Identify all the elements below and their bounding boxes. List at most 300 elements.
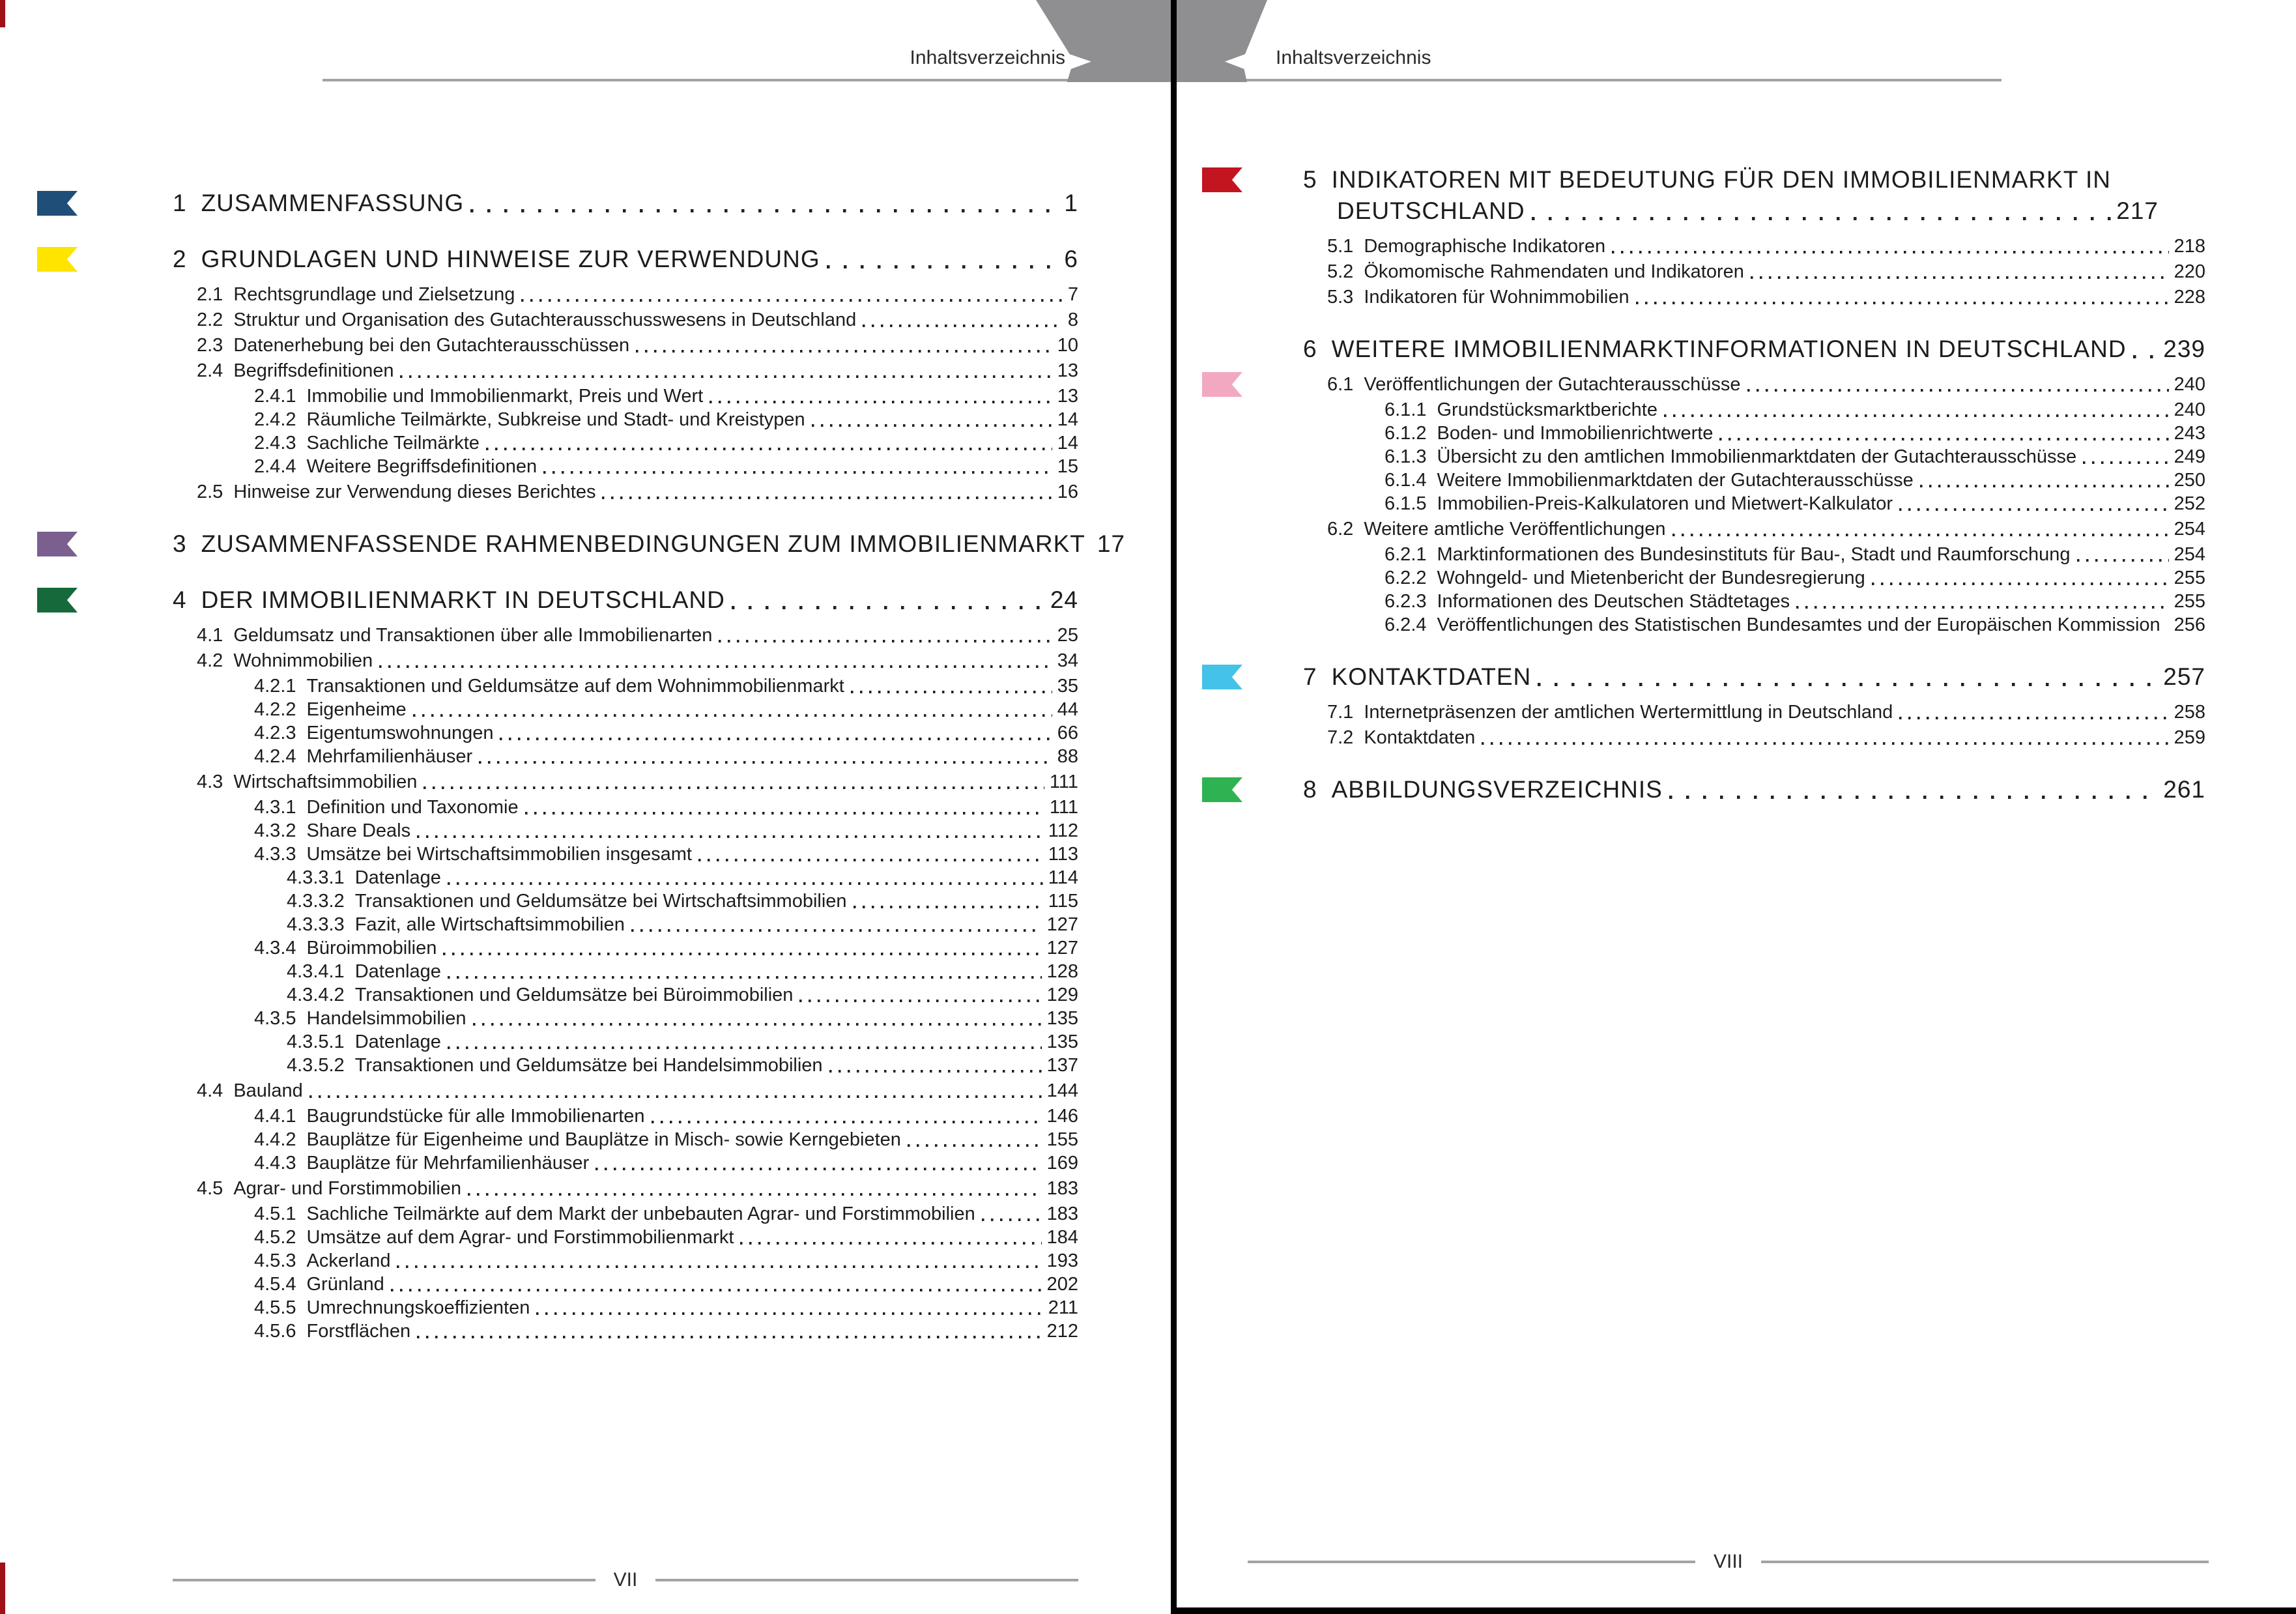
right-page-bottom-border: [1171, 1607, 2296, 1614]
toc-entry[interactable]: [1303, 590, 2205, 613]
dot-leader: [2077, 559, 2169, 562]
toc-entry-number: 6.1.2: [1385, 423, 1427, 444]
toc-entry[interactable]: [173, 431, 1078, 455]
dot-leader: [468, 1193, 1042, 1196]
header-rule-left: [323, 79, 1171, 81]
toc-entry[interactable]: [173, 283, 1078, 306]
toc-page-number: 66: [1057, 723, 1078, 743]
toc-entry[interactable]: [173, 913, 1078, 936]
dot-leader: [854, 906, 1043, 908]
section-flag-icon: [1202, 372, 1242, 397]
toc-page-number: 257: [2163, 663, 2205, 690]
toc-entry-number: 4.3.3.3: [287, 914, 345, 935]
toc-entry[interactable]: [173, 721, 1078, 745]
dot-leader: [500, 738, 1052, 740]
dot-leader: [596, 1168, 1041, 1170]
toc-entry-number: 4.3.4.1: [287, 961, 345, 982]
toc-page-number: 146: [1046, 1106, 1078, 1127]
toc-entry[interactable]: [1303, 613, 2205, 637]
toc-entry[interactable]: [173, 1319, 1078, 1343]
toc-entry[interactable]: [173, 1202, 1078, 1226]
toc-entry-number: 6.1.5: [1385, 493, 1427, 514]
toc-page-number: 7: [1067, 284, 1078, 305]
dot-leader: [740, 1242, 1041, 1245]
toc-entry-number: 6: [1303, 336, 1317, 362]
toc-entry-number: 4.3.4.2: [287, 985, 345, 1005]
toc-entry-title: Immobilien-Preis-Kalkulatoren und Mietwert-Kalkulator: [1437, 493, 1893, 514]
toc-page-number: 15: [1057, 456, 1078, 477]
dot-leader: [443, 953, 1041, 955]
toc-section-heading[interactable]: [1303, 164, 2205, 227]
toc-entry[interactable]: [1303, 566, 2205, 590]
toc-page-number: 6: [1064, 246, 1078, 272]
toc-page-number: 193: [1046, 1250, 1078, 1271]
toc-entry[interactable]: [173, 936, 1078, 960]
dot-leader: [417, 1336, 1042, 1338]
dot-leader: [829, 1070, 1042, 1073]
dot-leader: [1482, 742, 2168, 745]
toc-entry[interactable]: [1303, 517, 2205, 541]
toc-entry-number: 2.1: [197, 284, 223, 305]
toc-entry-number: 2.4.4: [254, 456, 296, 477]
toc-page-number: 114: [1048, 867, 1078, 888]
toc-section-heading[interactable]: [1303, 334, 2205, 365]
dot-leader: [2133, 355, 2159, 358]
toc-page-number: 115: [1048, 891, 1078, 912]
toc-entry-title: Umrechnungskoeffizienten: [306, 1297, 530, 1318]
toc-entry[interactable]: [173, 1273, 1078, 1296]
toc-entry-number: 4.2.1: [254, 676, 296, 697]
footer-rule: [173, 1579, 596, 1581]
toc-entry-number: 4.5.6: [254, 1321, 296, 1342]
toc-entry-number: 4: [173, 586, 187, 613]
toc-page-number: 183: [1046, 1178, 1078, 1199]
toc-entry-title: ZUSAMMENFASSENDE RAHMENBEDINGUNGEN ZUM IMMOBILIENMARKT: [201, 530, 1085, 557]
toc-entry[interactable]: [173, 308, 1078, 332]
toc-entry-title: Internetpräsenzen der amtlichen Wertermittlung in Deutschland: [1364, 702, 1893, 723]
toc-section-heading[interactable]: [173, 528, 1126, 560]
toc-entry-title: Indikatoren für Wohnimmobilien: [1364, 287, 1629, 308]
toc-page-number: 211: [1048, 1297, 1078, 1318]
dot-leader: [1636, 302, 2169, 304]
toc-entry-number: 4.4: [197, 1080, 223, 1101]
toc-page-number: 129: [1046, 985, 1078, 1005]
dot-leader: [827, 265, 1059, 268]
toc-entry-number: 4.2.3: [254, 723, 296, 743]
toc-entry-title: Agrar- und Forstimmobilien: [233, 1178, 462, 1199]
toc-entry-number: 5.2: [1327, 261, 1354, 282]
dot-leader: [423, 786, 1044, 789]
toc-entry[interactable]: [1303, 468, 2205, 492]
dot-leader: [1669, 796, 2158, 799]
toc-entry-title: Definition und Taxonomie: [306, 797, 519, 818]
toc-page-number: 249: [2174, 446, 2205, 467]
toc-entry[interactable]: [1303, 285, 2205, 309]
book-spine-edge-top: [0, 0, 5, 27]
toc-page-number: 8: [1067, 310, 1078, 330]
header-title-left: Inhaltsverzeichnis: [910, 47, 1065, 68]
toc-page-number: 35: [1057, 676, 1078, 697]
footer-rule: [655, 1579, 1078, 1581]
toc-page-number: 250: [2174, 470, 2205, 491]
dot-leader: [1612, 251, 2169, 253]
dot-leader: [486, 448, 1052, 450]
section-flag-icon: [37, 247, 78, 272]
toc-page-number: 111: [1049, 771, 1078, 792]
toc-left-column: [173, 188, 1126, 1343]
toc-entry-number: 4.5.1: [254, 1203, 296, 1224]
dot-leader: [2167, 629, 2169, 632]
toc-entry-title: Grünland: [306, 1274, 384, 1295]
toc-entry-number: 4.5.2: [254, 1227, 296, 1248]
toc-entry-number: 4.5.4: [254, 1274, 296, 1295]
dot-leader: [1532, 217, 2112, 220]
toc-entry-number: 4.3.1: [254, 797, 296, 818]
toc-entry[interactable]: [1303, 700, 2205, 724]
dot-leader: [710, 401, 1052, 403]
footer-rule: [1761, 1561, 2209, 1563]
toc-entry[interactable]: [173, 1249, 1078, 1273]
dot-leader: [719, 640, 1052, 642]
toc-page-number: 13: [1057, 360, 1078, 381]
toc-entry-title: Fazit, alle Wirtschaftsimmobilien: [354, 914, 625, 935]
toc-entry-number: 4.2.4: [254, 746, 296, 767]
toc-entry-title: Transaktionen und Geldumsätze bei Handelsimmobilien: [354, 1055, 823, 1076]
toc-entry-title: Share Deals: [306, 820, 411, 841]
toc-entry-title: Marktinformationen des Bundesinstituts für Bau-, Stadt und Raumforschung: [1437, 544, 2071, 565]
toc-entry-title: KONTAKTDATEN: [1331, 663, 1532, 690]
section-flag-icon: [1202, 167, 1242, 192]
toc-entry-number: 4.1: [197, 625, 223, 646]
toc-entry-title: ZUSAMMENFASSUNG: [201, 190, 465, 216]
toc-page-number: 128: [1046, 961, 1078, 982]
toc-entry[interactable]: [173, 1054, 1078, 1077]
toc-entry-title: Veröffentlichungen der Gutachterausschüsse: [1364, 374, 1741, 395]
toc-entry-title: Datenlage: [354, 867, 441, 888]
toc-entry-number: 2.4: [197, 360, 223, 381]
toc-entry-number: 7: [1303, 663, 1317, 690]
toc-entry-title: Immobilie und Immobilienmarkt, Preis und Wert: [306, 386, 704, 407]
toc-entry[interactable]: [1303, 726, 2205, 749]
toc-entry-title-continued: DEUTSCHLAND: [1337, 197, 1525, 224]
toc-entry-number: 4.3.3: [254, 844, 296, 865]
toc-entry-title: Baugrundstücke für alle Immobilienarten: [306, 1106, 645, 1127]
toc-entry-number: 4.5: [197, 1178, 223, 1199]
toc-entry[interactable]: [173, 819, 1078, 843]
toc-entry-number: 6.1.4: [1385, 470, 1427, 491]
dot-leader: [470, 209, 1059, 212]
toc-entry-title: Transaktionen und Geldumsätze bei Wirtschaftsimmobilien: [354, 891, 847, 912]
toc-entry-number: 4.3: [197, 771, 223, 792]
dot-leader: [1664, 414, 2169, 417]
toc-entry-title: Sachliche Teilmärkte auf dem Markt der unbebauten Agrar- und Forstimmobilien: [306, 1203, 975, 1224]
dot-leader: [448, 976, 1042, 979]
toc-entry-number: 2.5: [197, 482, 223, 502]
dot-leader: [1751, 276, 2169, 279]
toc-entry-number: 4.3.3.1: [287, 867, 345, 888]
toc-entry[interactable]: [173, 1030, 1078, 1054]
toc-page-number: 183: [1046, 1203, 1078, 1224]
header-title-right: Inhaltsverzeichnis: [1276, 47, 1431, 68]
section-flag-icon: [1202, 665, 1242, 689]
toc-entry-number: 4.3.5.2: [287, 1055, 345, 1076]
toc-entry-title: Bauplätze für Eigenheime und Bauplätze in Misch- sowie Kerngebieten: [306, 1129, 901, 1150]
toc-entry[interactable]: [173, 889, 1078, 913]
toc-page-number: 240: [2174, 399, 2205, 420]
toc-entry-title: Boden- und Immobilienrichtwerte: [1437, 423, 1714, 444]
dot-leader: [698, 859, 1043, 861]
toc-entry-number: 4.5.5: [254, 1297, 296, 1318]
toc-entry[interactable]: [173, 983, 1078, 1007]
toc-section-heading[interactable]: [173, 188, 1078, 219]
toc-page-number: 155: [1046, 1129, 1078, 1150]
dot-leader: [2083, 461, 2168, 464]
toc-entry[interactable]: [173, 384, 1078, 408]
toc-entry-title: GRUNDLAGEN UND HINWEISE ZUR VERWENDUNG: [201, 246, 820, 272]
toc-entry-title: Wirtschaftsimmobilien: [233, 771, 418, 792]
toc-entry-title: Informationen des Deutschen Städtetages: [1437, 591, 1790, 612]
toc-entry-number: 4.4.1: [254, 1106, 296, 1127]
toc-entry[interactable]: [173, 1128, 1078, 1151]
toc-entry[interactable]: [173, 1226, 1078, 1249]
toc-section-heading[interactable]: [1303, 661, 2205, 693]
dot-leader: [1538, 683, 2158, 686]
dot-leader: [636, 350, 1052, 353]
section-flag-icon: [37, 532, 78, 556]
toc-entry[interactable]: [1303, 235, 2205, 258]
toc-page-number: 228: [2174, 287, 2205, 308]
header-banner-icon: [1036, 0, 1171, 82]
section-flag-icon: [37, 191, 78, 216]
toc-entry-number: 2.3: [197, 335, 223, 356]
toc-entry-title: Kontaktdaten: [1364, 727, 1476, 748]
dot-leader: [413, 714, 1052, 717]
toc-entry-title: Transaktionen und Geldumsätze auf dem Wohnimmobilienmarkt: [306, 676, 844, 697]
toc-entry-title: Ökomomische Rahmendaten und Indikatoren: [1364, 261, 1744, 282]
toc-entry[interactable]: [1303, 422, 2205, 445]
dot-leader: [400, 375, 1052, 378]
toc-entry-number: 2: [173, 246, 187, 272]
toc-entry-title: Mehrfamilienhäuser: [306, 746, 473, 767]
dot-leader: [1872, 583, 2169, 585]
toc-entry-number: 4.5.3: [254, 1250, 296, 1271]
toc-entry-number: 4.3.3.2: [287, 891, 345, 912]
footer-left: [173, 1569, 1078, 1591]
toc-page-number: 255: [2174, 568, 2205, 588]
toc-entry-title: Wohnimmobilien: [233, 650, 373, 671]
toc-entry-number: 7.2: [1327, 727, 1354, 748]
toc-entry-number: 4.3.4: [254, 938, 296, 958]
toc-entry-number: 4.3.2: [254, 820, 296, 841]
toc-entry[interactable]: [173, 866, 1078, 889]
dot-leader: [1796, 606, 2168, 609]
toc-page-number: 44: [1057, 699, 1078, 720]
toc-entry-number: 1: [173, 190, 187, 216]
toc-section-heading[interactable]: [1303, 774, 2205, 805]
toc-page-number: 169: [1046, 1153, 1078, 1174]
toc-page-number: 135: [1046, 1008, 1078, 1029]
toc-entry[interactable]: [173, 960, 1078, 983]
page-divider: [1171, 0, 1177, 1614]
toc-entry[interactable]: [173, 649, 1078, 672]
toc-page-number: 261: [2163, 776, 2205, 803]
footer-right: [1248, 1551, 2209, 1573]
toc-entry[interactable]: [173, 1151, 1078, 1175]
toc-entry-number: 6.1: [1327, 374, 1354, 395]
toc-entry-title: Büroimmobilien: [306, 938, 437, 958]
toc-entry-number: 6.2: [1327, 519, 1354, 540]
dot-leader: [812, 424, 1052, 427]
toc-right-column: [1303, 164, 2205, 813]
toc-page-number: 1: [1064, 190, 1078, 216]
toc-page-number: 135: [1046, 1031, 1078, 1052]
toc-entry-number: 6.2.3: [1385, 591, 1427, 612]
toc-entry-title: Geldumsatz und Transaktionen über alle Immobilienarten: [233, 625, 713, 646]
toc-entry-number: 4.2: [197, 650, 223, 671]
toc-entry-number: 4.3.5.1: [287, 1031, 345, 1052]
dot-leader: [417, 835, 1043, 838]
toc-entry[interactable]: [1303, 492, 2205, 515]
dot-leader: [379, 665, 1052, 668]
toc-entry[interactable]: [173, 843, 1078, 866]
toc-page-number: 144: [1046, 1080, 1078, 1101]
toc-page-number: 127: [1046, 938, 1078, 958]
toc-entry[interactable]: [173, 698, 1078, 721]
toc-entry[interactable]: [1303, 260, 2205, 283]
dot-leader: [448, 1046, 1042, 1049]
toc-entry-number: 2.4.1: [254, 386, 296, 407]
page-number: VII: [613, 1569, 638, 1591]
toc-entry-number: 6.1.1: [1385, 399, 1427, 420]
toc-entry-number: 4.2.2: [254, 699, 296, 720]
toc-entry-title: WEITERE IMMOBILIENMARKTINFORMATIONEN IN DEUTSCHLAND: [1331, 336, 2127, 362]
dot-leader: [732, 606, 1045, 609]
header-rule-right: [1179, 79, 2002, 81]
toc-page-number: 202: [1046, 1274, 1078, 1295]
dot-leader: [1747, 389, 2169, 392]
toc-entry-number: 4.4.3: [254, 1153, 296, 1174]
toc-page-number: 34: [1057, 650, 1078, 671]
toc-entry-title: Umsätze auf dem Agrar- und Forstimmobilienmarkt: [306, 1227, 734, 1248]
toc-entry-title: Bauplätze für Mehrfamilienhäuser: [306, 1153, 590, 1174]
toc-page-number: 184: [1046, 1227, 1078, 1248]
toc-page-number: 10: [1057, 335, 1078, 356]
header-banner-icon: [1171, 0, 1267, 82]
toc-entry[interactable]: [1303, 398, 2205, 422]
dot-leader: [1920, 485, 2169, 487]
toc-entry-number: 2.4.2: [254, 409, 296, 430]
toc-page-number: 256: [2174, 614, 2205, 635]
dot-leader: [543, 471, 1052, 474]
toc-entry-title: DER IMMOBILIENMARKT IN DEUTSCHLAND: [201, 586, 725, 613]
dot-leader: [602, 497, 1052, 499]
toc-entry-title: Datenerhebung bei den Gutachterausschüssen: [233, 335, 630, 356]
toc-section-heading[interactable]: [173, 584, 1078, 616]
toc-page-number: 24: [1050, 586, 1078, 613]
toc-entry-title: Begriffsdefinitionen: [233, 360, 394, 381]
toc-entry-title: Wohngeld- und Mietenbericht der Bundesregierung: [1437, 568, 1865, 588]
toc-entry[interactable]: [173, 674, 1078, 698]
footer-rule: [1248, 1561, 1695, 1563]
toc-entry-number: 4.4.2: [254, 1129, 296, 1150]
toc-page-number: 254: [2174, 519, 2205, 540]
toc-entry-title: Handelsimmobilien: [306, 1008, 466, 1029]
toc-page-number: 217: [2116, 197, 2159, 224]
toc-entry[interactable]: [1303, 543, 2205, 566]
toc-page-number: 255: [2174, 591, 2205, 612]
toc-entry[interactable]: [173, 1177, 1078, 1200]
toc-page-number: 127: [1046, 914, 1078, 935]
dot-leader: [851, 691, 1052, 693]
toc-page-number: 259: [2174, 727, 2205, 748]
dot-leader: [631, 929, 1042, 932]
page-number: VIII: [1714, 1551, 1744, 1572]
toc-page-number: 25: [1057, 625, 1078, 646]
toc-page-number: 111: [1049, 797, 1078, 818]
toc-section-heading[interactable]: [173, 244, 1078, 275]
toc-entry[interactable]: [173, 1296, 1078, 1319]
toc-page-number: 258: [2174, 702, 2205, 723]
dot-leader: [908, 1144, 1042, 1147]
toc-entry[interactable]: [1303, 373, 2205, 396]
dot-leader: [863, 324, 1063, 327]
toc-entry-title: Transaktionen und Geldumsätze bei Büroimmobilien: [354, 985, 794, 1005]
dot-leader: [521, 299, 1062, 302]
toc-entry[interactable]: [173, 480, 1078, 504]
toc-entry-title: Übersicht zu den amtlichen Immobilienmarktdaten der Gutachterausschüsse: [1437, 446, 2077, 467]
toc-entry[interactable]: [173, 359, 1078, 382]
toc-entry-title: Forstflächen: [306, 1321, 411, 1342]
toc-page-number: 17: [1097, 530, 1126, 557]
toc-entry-title: Demographische Indikatoren: [1364, 236, 1606, 257]
toc-entry[interactable]: [173, 1007, 1078, 1030]
toc-entry[interactable]: [173, 770, 1078, 794]
toc-entry[interactable]: [1303, 445, 2205, 468]
toc-entry-number: 5: [1303, 166, 1317, 193]
toc-entry-title: Umsätze bei Wirtschaftsimmobilien insgesamt: [306, 844, 692, 865]
dot-leader: [1899, 717, 2168, 719]
toc-entry-number: 8: [1303, 776, 1317, 803]
toc-entry[interactable]: [173, 408, 1078, 431]
dot-leader: [652, 1121, 1042, 1123]
book-spine-edge-bottom: [0, 1563, 5, 1614]
toc-entry[interactable]: [173, 455, 1078, 478]
toc-page-number: 137: [1046, 1055, 1078, 1076]
toc-entry-number: 5.3: [1327, 287, 1354, 308]
toc-entry-number: 6.2.4: [1385, 614, 1427, 635]
toc-entry[interactable]: [173, 334, 1078, 357]
toc-entry-title: Räumliche Teilmärkte, Subkreise und Stadt- und Kreistypen: [306, 409, 805, 430]
dot-leader: [1672, 534, 2169, 536]
toc-entry[interactable]: [173, 796, 1078, 819]
dot-leader: [309, 1095, 1042, 1098]
toc-entry-number: 5.1: [1327, 236, 1354, 257]
toc-page-number: 14: [1057, 433, 1078, 454]
dot-leader: [1719, 438, 2168, 440]
toc-entry[interactable]: [173, 1104, 1078, 1128]
dot-leader: [799, 1000, 1041, 1002]
toc-entry[interactable]: [173, 624, 1078, 647]
dot-leader: [982, 1218, 1042, 1221]
dot-leader: [479, 761, 1052, 764]
toc-entry[interactable]: [173, 745, 1078, 768]
toc-entry-title: Ackerland: [306, 1250, 391, 1271]
toc-entry-number: 2.4.3: [254, 433, 296, 454]
dot-leader: [473, 1023, 1042, 1026]
section-flag-icon: [1202, 777, 1242, 802]
toc-entry-number: 2.2: [197, 310, 223, 330]
toc-entry[interactable]: [173, 1079, 1078, 1102]
